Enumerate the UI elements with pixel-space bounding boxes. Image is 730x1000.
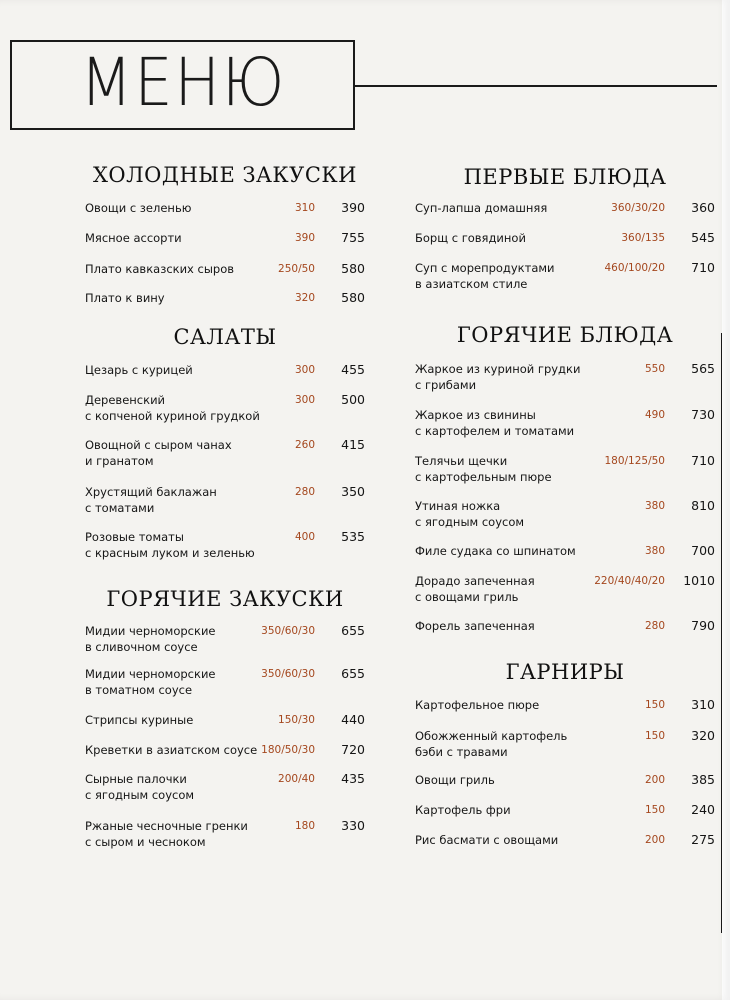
menu-item-name (415, 453, 552, 485)
menu-item-price: 385 (691, 772, 715, 787)
menu-item-price: 275 (691, 832, 715, 847)
menu-item-name-line: с грибами (415, 378, 477, 392)
menu-item-name (415, 728, 567, 760)
section-title-first-courses: ПЕРВЫЕ БЛЮДА (463, 165, 667, 189)
menu-item-weight: 400 (294, 531, 315, 543)
menu-item-name-line: Утиная ножка (415, 499, 501, 513)
menu-item-name (85, 230, 182, 246)
menu-item-name (85, 666, 216, 698)
menu-item-weight: 360/30/20 (611, 202, 665, 214)
menu-item-weight: 150 (644, 804, 665, 816)
menu-item-name (85, 392, 260, 424)
menu-item-price: 565 (691, 361, 715, 376)
menu-item-weight: 200 (644, 774, 665, 786)
menu-item-price: 240 (691, 802, 715, 817)
menu-item-name (85, 529, 255, 561)
menu-item-price: 310 (691, 697, 715, 712)
menu-item-weight: 150/30 (278, 714, 315, 726)
menu-item-name-line: Мясное ассорти (85, 231, 182, 245)
menu-item-price: 655 (341, 666, 365, 681)
menu-item-name-line: Жаркое из куриной грудки (415, 362, 581, 376)
menu-item-name (415, 697, 539, 713)
menu-item-name-line: Рис басмати с овощами (415, 833, 559, 847)
section-title-hot-snacks: ГОРЯЧИЕ ЗАКУСКИ (106, 587, 344, 611)
menu-item-weight: 180 (294, 820, 315, 832)
menu-item-weight: 320 (294, 292, 315, 304)
menu-item-name-line: с картофелем и томатами (415, 424, 575, 438)
menu-item-name-line: Овощи с зеленью (85, 201, 192, 215)
menu-item-price: 655 (341, 623, 365, 638)
menu-item-name (415, 230, 526, 246)
menu-item-weight: 310 (294, 202, 315, 214)
menu-item-name-line: Плато к вину (85, 291, 165, 305)
menu-item-price: 535 (341, 529, 365, 544)
menu-item-price: 500 (341, 392, 365, 407)
section-title-hot-dishes: ГОРЯЧИЕ БЛЮДА (456, 323, 674, 347)
menu-item-price: 415 (341, 437, 365, 452)
menu-item-name-line: в томатном соусе (85, 683, 193, 697)
menu-item-name-line: Ржаные чесночные гренки (85, 819, 248, 833)
menu-item-name (415, 832, 558, 848)
menu-item-weight: 150 (644, 730, 665, 742)
menu-item-weight: 350/60/30 (261, 668, 315, 680)
menu-item-name (415, 498, 524, 530)
menu-item-name-line: Мидии черноморские (85, 667, 216, 681)
menu-item-name (415, 802, 511, 818)
menu-item-name (85, 437, 232, 469)
menu-item-name-line: с сыром и чесноком (85, 835, 206, 849)
menu-item-name-line: Телячьи щечки (415, 454, 508, 468)
menu-item-name-line: Жаркое из свинины (415, 408, 536, 422)
menu-item-name-line: Сырные палочки (85, 772, 187, 786)
menu-item-name-line: с красным луком и зеленью (85, 546, 255, 560)
menu-item-weight: 200/40 (278, 773, 315, 785)
menu-item-name-line: Форель запеченная (415, 619, 535, 633)
menu-item-price: 435 (341, 771, 365, 786)
menu-item-weight: 180/125/50 (604, 455, 665, 467)
menu-item-name-line: с картофельным пюре (415, 470, 552, 484)
menu-item-price: 790 (691, 618, 715, 633)
menu-item-weight: 360/135 (621, 232, 665, 244)
menu-item-weight: 280 (294, 486, 315, 498)
menu-item-name-line: Розовые томаты (85, 530, 184, 544)
menu-item-weight: 390 (294, 232, 315, 244)
menu-item-name (415, 361, 580, 393)
menu-item-price: 330 (341, 818, 365, 833)
menu-item-name-line: с ягодным соусом (415, 515, 525, 529)
menu-item-name-line: и гранатом (85, 454, 154, 468)
menu-item-weight: 490 (644, 409, 665, 421)
menu-item-weight: 380 (644, 545, 665, 557)
menu-item-name (85, 200, 191, 216)
menu-item-name-line: Плато кавказских сыров (85, 262, 235, 276)
menu-item-price: 580 (341, 290, 365, 305)
menu-item-name-line: Цезарь с курицей (85, 363, 193, 377)
menu-item-weight: 180/50/30 (261, 744, 315, 756)
menu-item-name (415, 573, 535, 605)
section-title-cold-snacks: ХОЛОДНЫЕ ЗАКУСКИ (92, 163, 357, 187)
menu-item-name-line: Дорадо запеченная (415, 574, 535, 588)
menu-item-name-line: Филе судака со шпинатом (415, 544, 576, 558)
menu-item-price: 1010 (683, 573, 715, 588)
menu-item-weight: 300 (294, 394, 315, 406)
menu-item-price: 720 (341, 742, 365, 757)
menu-item-weight: 300 (294, 364, 315, 376)
menu-item-price: 710 (691, 260, 715, 275)
menu-item-weight: 280 (644, 620, 665, 632)
menu-item-price: 360 (691, 200, 715, 215)
menu-item-name (85, 742, 257, 758)
menu-item-weight: 150 (644, 699, 665, 711)
menu-item-price: 455 (341, 362, 365, 377)
menu-item-name (85, 818, 248, 850)
menu-item-price: 350 (341, 484, 365, 499)
menu-item-name-line: в сливочном соусе (85, 640, 198, 654)
menu-item-weight: 260 (294, 439, 315, 451)
menu-item-price: 810 (691, 498, 715, 513)
menu-item-weight: 350/60/30 (261, 625, 315, 637)
menu-item-name (415, 618, 535, 634)
menu-item-price: 755 (341, 230, 365, 245)
menu-item-name-line: Деревенский (85, 393, 166, 407)
page-margin (722, 0, 730, 1000)
menu-item-name-line: Мидии черноморские (85, 624, 216, 638)
menu-item-name (415, 772, 495, 788)
menu-item-name-line: Овощной с сыром чанах (85, 438, 232, 452)
menu-item-name-line: Картофельное пюре (415, 698, 540, 712)
menu-item-name-line: Стрипсы куриные (85, 713, 194, 727)
menu-item-name (85, 261, 234, 277)
menu-item-name-line: в азиатском стиле (415, 277, 528, 291)
menu-item-price: 320 (691, 728, 715, 743)
section-title-sides: ГАРНИРЫ (505, 660, 625, 684)
menu-item-weight: 380 (644, 500, 665, 512)
title-divider (355, 85, 717, 87)
section-title-salads: САЛАТЫ (173, 325, 277, 349)
menu-item-price: 440 (341, 712, 365, 727)
menu-item-name (85, 362, 193, 378)
page-title: МЕНЮ (80, 44, 287, 121)
menu-item-price: 700 (691, 543, 715, 558)
menu-item-name-line: бэби с травами (415, 745, 508, 759)
menu-item-price: 545 (691, 230, 715, 245)
menu-item-name (415, 407, 574, 439)
menu-item-name (85, 771, 194, 803)
menu-item-weight: 200 (644, 834, 665, 846)
menu-item-price: 730 (691, 407, 715, 422)
menu-item-name-line: с томатами (85, 501, 155, 515)
menu-item-name (85, 712, 193, 728)
menu-item-name-line: с овощами гриль (415, 590, 519, 604)
menu-item-name-line: Овощи гриль (415, 773, 495, 787)
menu-item-name-line: Креветки в азиатском соусе (85, 743, 258, 757)
menu-item-name-line: Суп с морепродуктами (415, 261, 555, 275)
menu-item-price: 580 (341, 261, 365, 276)
menu-item-price: 710 (691, 453, 715, 468)
menu-item-weight: 220/40/40/20 (594, 575, 665, 587)
menu-item-name (415, 260, 555, 292)
menu-item-name (415, 543, 576, 559)
menu-item-name-line: Суп-лапша домашняя (415, 201, 548, 215)
menu-item-name (85, 290, 165, 306)
menu-item-name-line: Картофель фри (415, 803, 511, 817)
menu-item-weight: 460/100/20 (604, 262, 665, 274)
menu-item-name-line: с копченой куриной грудкой (85, 409, 260, 423)
menu-item-weight: 250/50 (278, 263, 315, 275)
menu-item-name-line: Борщ с говядиной (415, 231, 526, 245)
menu-item-name-line: с ягодным соусом (85, 788, 195, 802)
menu-item-weight: 550 (644, 363, 665, 375)
menu-item-name (85, 484, 217, 516)
menu-item-price: 390 (341, 200, 365, 215)
menu-item-name-line: Хрустящий баклажан (85, 485, 217, 499)
menu-item-name (415, 200, 547, 216)
menu-item-name (85, 623, 216, 655)
menu-item-name-line: Обожженный картофель (415, 729, 568, 743)
